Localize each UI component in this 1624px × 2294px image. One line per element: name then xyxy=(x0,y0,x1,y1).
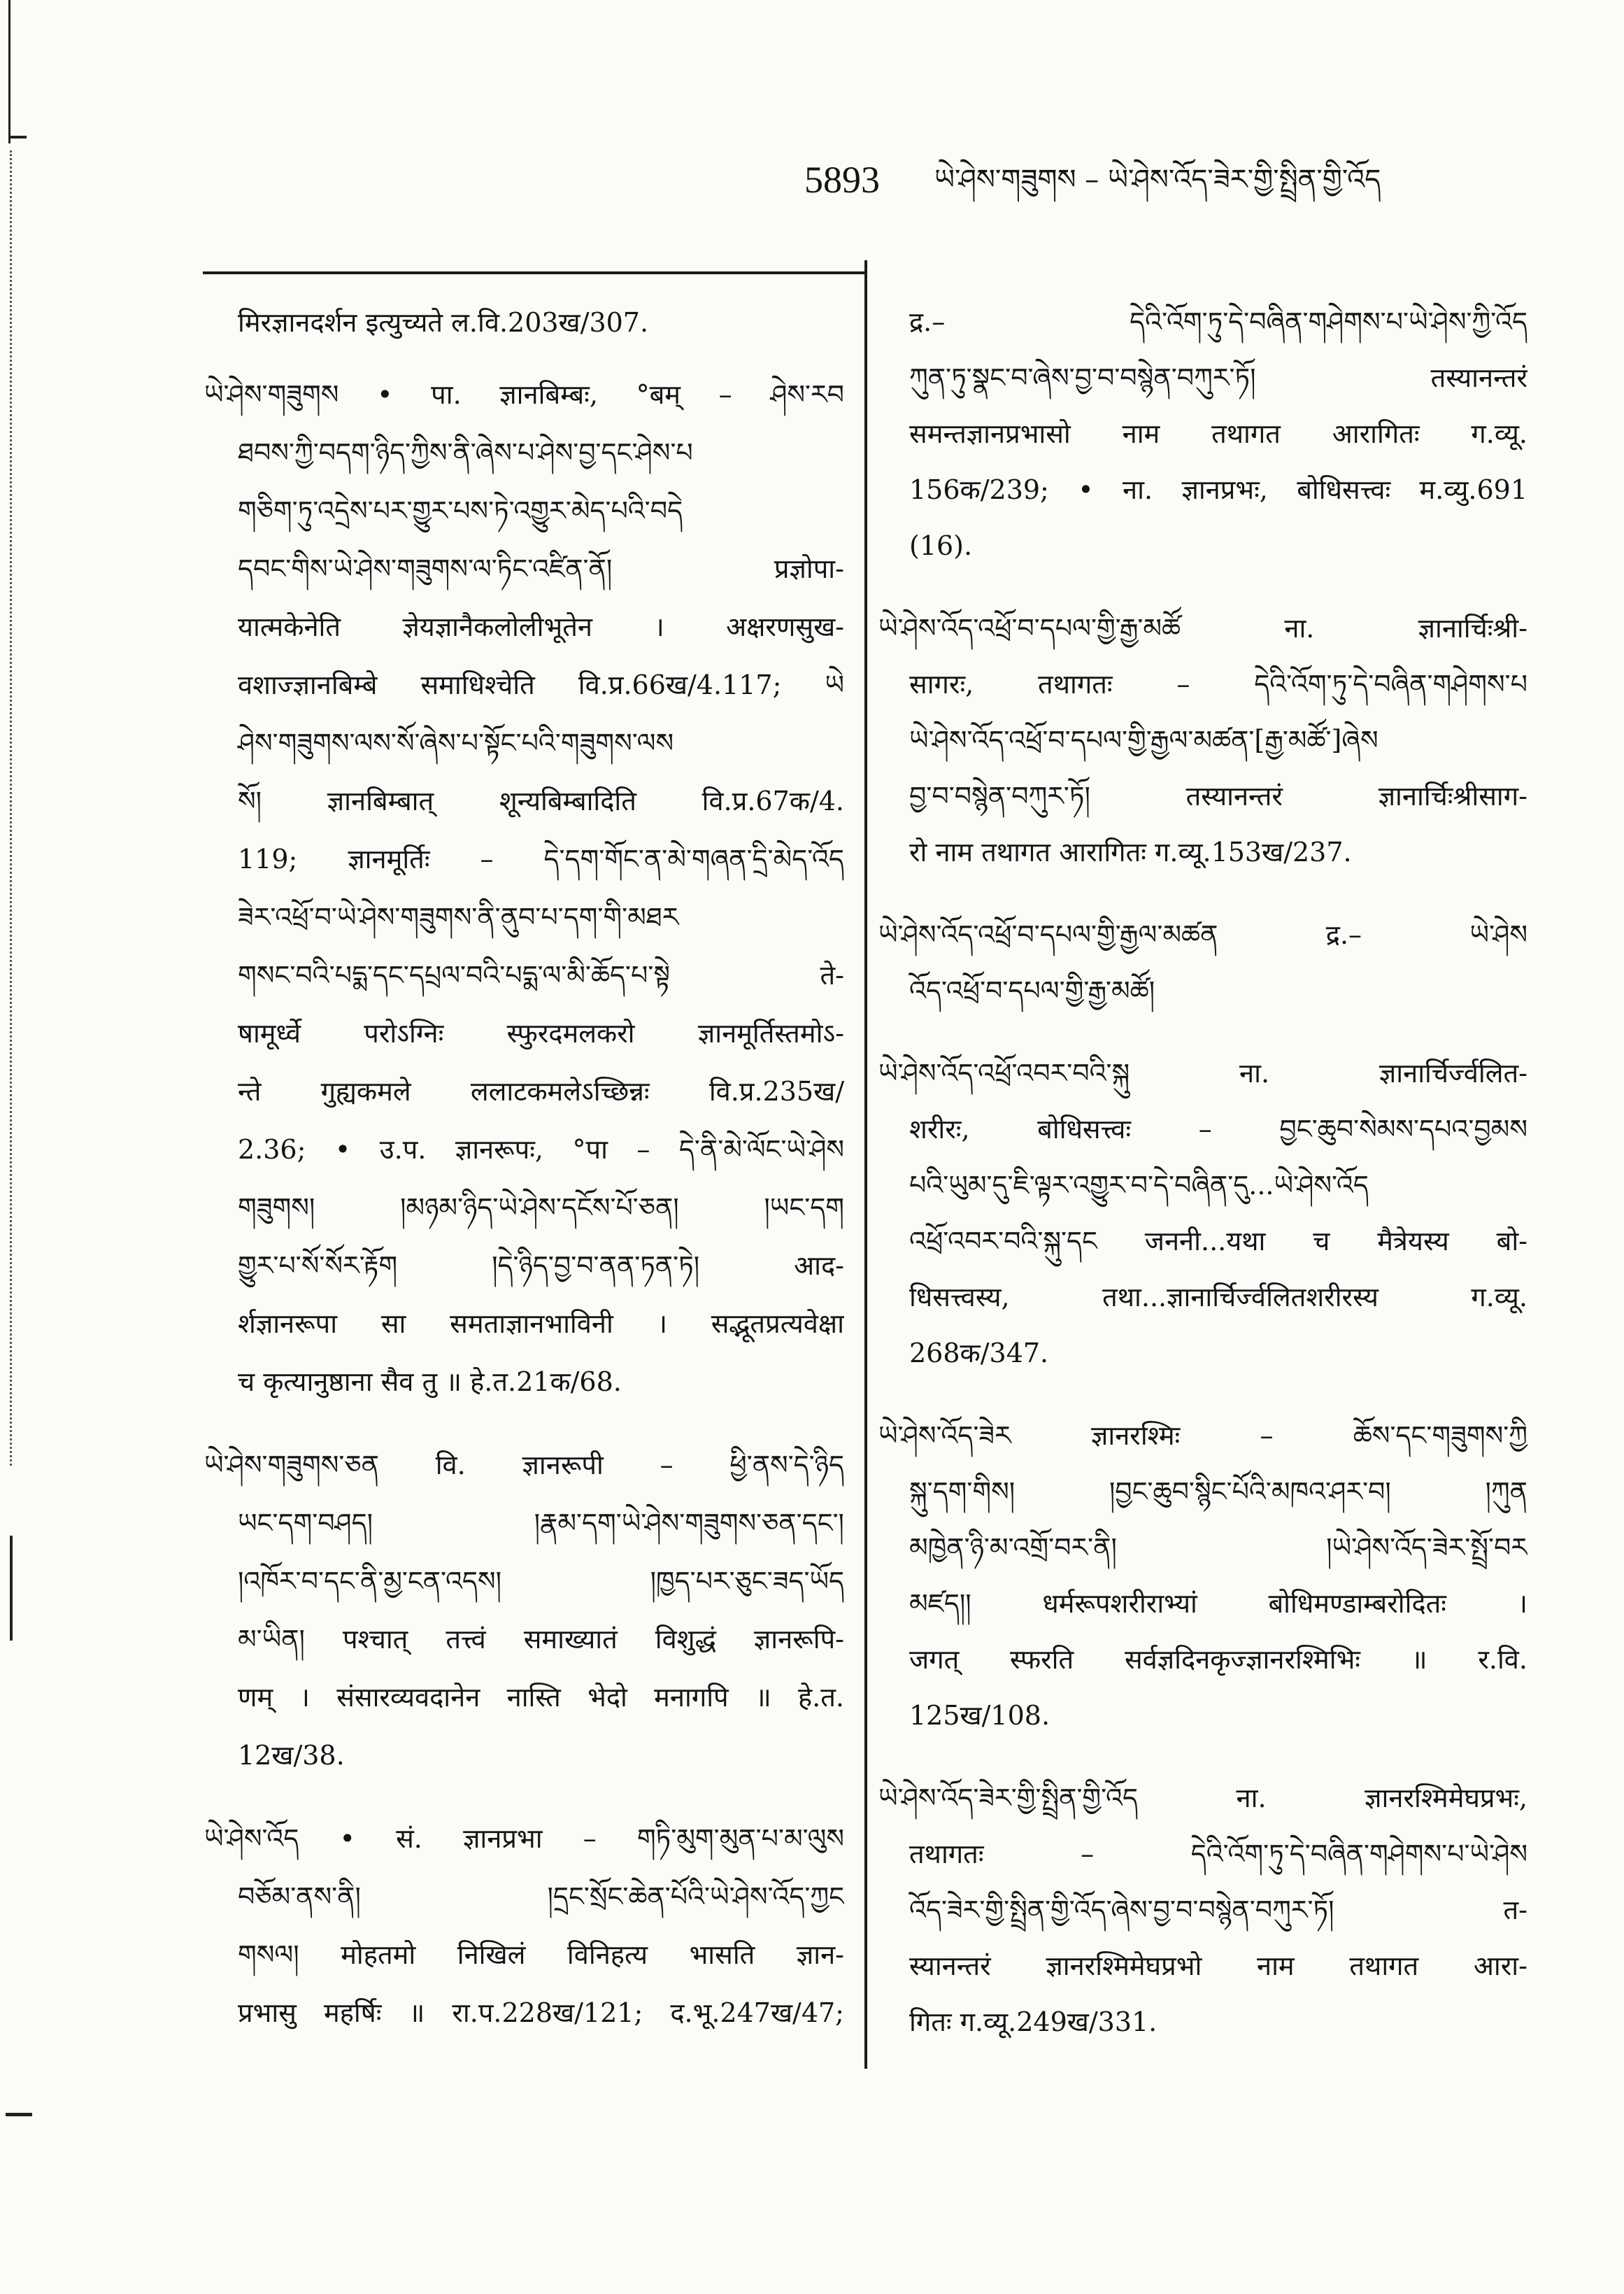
text-line: प्रभासु महर्षिः ॥ रा.प.228ख/121; द.भू.247ख/47; xyxy=(238,1997,844,2028)
text-line: तथागतः – དེའི་འོག་ཏུ་དེ་བཞིན་གཤེགས་པ་ཡེ་ཤེས xyxy=(909,1839,1527,1869)
dictionary-entry xyxy=(204,366,844,1411)
text-line: འོད་འཕྲོ་བ་དཔལ་གྱི་རྒྱ་མཚོ། xyxy=(909,975,1155,1006)
entry-headword-line: ཡེ་ཤེས་འོད་འཕྲོ་འབར་བའི་སྐུ ना. ज्ञानार्चिर्ज्वलित- xyxy=(878,1058,1527,1089)
entry-headword-line: ཡེ་ཤེས་འོད་འཕྲོ་བ་དཔལ་གྱི་རྒྱལ་མཚན द्र.– ཡེ་ཤེས xyxy=(878,919,1527,950)
text-line: गितः ग.व्यू.249ख/331. xyxy=(909,2006,1158,2037)
text-line: གསང་བའི་པདྨ་དང་དཔྲལ་བའི་པདྨ་ལ་མི་ཆོད་པ་སྟེ ते- xyxy=(238,960,844,991)
text-line: (16). xyxy=(909,530,973,561)
scan-edge-dash xyxy=(6,2113,32,2116)
text-line: འོད་ཟེར་གྱི་སྤྲིན་གྱི་འོད་ཞེས་བྱ་བ་བསྙེན་བཀུར་ཏོ། त- xyxy=(909,1895,1527,1925)
text-line: समन्तज्ञानप्रभासो नाम तथागत आरागितः ग.व्यू. xyxy=(909,418,1527,449)
text-line: स्यानन्तरं ज्ञानरश्मिमेघप्रभो नाम तथागत आरा- xyxy=(909,1950,1527,1981)
text-line: 156क/239; • ना. ज्ञानप्रभः, बोधिसत्त्वः म.व्यु.691 xyxy=(909,474,1527,505)
text-line: བཅོམ་ནས་ནི། །དྲང་སྲོང་ཆེན་པོའི་ཡེ་ཤེས་འོད་ཀྱང xyxy=(238,1881,844,1912)
entry-headword-line: ཡེ་ཤེས་གཟུགས་ཅན वि. ज्ञानरूपी – ཕྱི་ནས་དེ་ཉིད xyxy=(204,1450,844,1480)
entry-headword-line: ཡེ་ཤེས་འོད་འཕྲོ་བ་དཔལ་གྱི་རྒྱ་མཚོ ना. ज्ञानार्चिःश्री- xyxy=(878,613,1527,644)
running-head: ཡེ་ཤེས་གཟུགས – ཡེ་ཤེས་འོད་ཟེར་གྱི་སྤྲིན་གྱི་འོད xyxy=(934,164,1381,196)
text-line: སོ། ज्ञानबिम्बात् शून्यबिम्बादिति वि.प्र.67क/4. xyxy=(238,786,844,816)
scan-edge-bar xyxy=(10,1536,13,1641)
dictionary-entry xyxy=(204,294,844,352)
text-line: བྱ་བ་བསྙེན་བཀུར་ཏོ། तस्यानन्तरं ज्ञानार्चिःश्रीसाग- xyxy=(909,781,1527,812)
page-number: 5893 xyxy=(804,159,880,201)
text-line: द्र.– དེའི་འོག་ཏུ་དེ་བཞིན་གཤེགས་པ་ཡེ་ཤེས་ཀྱི་འོད xyxy=(909,306,1527,337)
text-line: ཡང་དག་བཤད། །རྣམ་དག་ཡེ་ཤེས་གཟུགས་ཅན་དང་། xyxy=(238,1508,844,1538)
entry-headword-line: ཡེ་ཤེས་འོད • सं. ज्ञानप्रभा – གཏི་མུག་མུན་པ་མ་ལུས xyxy=(204,1823,844,1854)
text-line: །འཁོར་བ་དང་ནི་མྱ་ངན་འདས། །ཁྱད་པར་ཅུང་ཟད་ཡོད xyxy=(238,1566,844,1596)
column-divider xyxy=(864,260,867,2069)
text-line: 12ख/38. xyxy=(238,1740,345,1771)
header-rule xyxy=(203,271,867,274)
right-column xyxy=(878,294,1527,2050)
entry-headword-line: ཡེ་ཤེས་འོད་ཟེར ज्ञानरश्मिः – ཆོས་དང་གཟུགས་ཀྱི xyxy=(878,1420,1527,1451)
dictionary-entry xyxy=(878,600,1527,880)
dictionary-entry xyxy=(878,1770,1527,2050)
text-line: शरीरः, बोधिसत्त्वः – བྱང་ཆུབ་སེམས་དཔའ་བྱམས xyxy=(909,1114,1527,1145)
dictionary-entry xyxy=(204,1810,844,2042)
text-line: མཛད།། धर्मरूपशरीराभ्यां बोधिमण्डाम्बरोदितः । xyxy=(909,1588,1527,1619)
text-line: यात्मकेनेति ज्ञेयज्ञानैकलोलीभूतेन । अक्षरणसुख- xyxy=(238,611,844,642)
text-line: मिरज्ञानदर्शन इत्युच्यते ल.वि.203ख/307. xyxy=(238,307,649,338)
text-line: གྱུར་པ་སོ་སོར་རྟོག །དེ་ཉིད་བྱ་བ་ནན་ཏན་ཏེ། आद- xyxy=(238,1250,844,1281)
text-line: णम् । संसारव्यवदानेन नास्ति भेदो मनागपि ॥ हे.त. xyxy=(238,1682,844,1713)
dictionary-entry xyxy=(878,907,1527,1019)
text-line: སྐུ་དག་གིས། །བྱང་ཆུབ་སྙིང་པོའི་མཁའ་ཤར་བ། །ཀུན xyxy=(909,1476,1527,1507)
scan-edge-dotted-line xyxy=(10,150,12,1466)
text-line: धिसत्त्वस्य, तथा...ज्ञानार्चिर्ज्वलितशरीरस्य ग.व्यू. xyxy=(909,1282,1527,1312)
text-line: ཐབས་ཀྱི་བདག་ཉིད་ཀྱིས་ནི་ཞེས་པ་ཤེས་བྱ་དང་ཤེས་པ xyxy=(238,437,693,468)
text-line: च कृत्यानुष्ठाना सैव तु ॥ हे.त.21क/68. xyxy=(238,1366,622,1397)
dictionary-entry xyxy=(878,1045,1527,1381)
text-line: 119; ज्ञानमूर्तिः – དེ་དག་གོང་ན་མེ་གཞན་དྲི་མེད་འོད xyxy=(238,844,844,875)
text-line: 2.36; • उ.प. ज्ञानरूपः, °पा – དེ་ནི་མེ་ལོང་ཡེ་ཤེས xyxy=(238,1134,844,1165)
text-line: གཟུགས། །མཉམ་ཉིད་ཡེ་ཤེས་དངོས་པོ་ཅན། །ཡང་དག xyxy=(238,1192,844,1223)
text-line: འཕྲོ་འབར་བའི་སྐུ་དང जननी...यथा च मैत्रेयस्य बो- xyxy=(909,1226,1527,1256)
text-line: 268क/347. xyxy=(909,1338,1049,1368)
entry-headword-line: ཡེ་ཤེས་འོད་ཟེར་གྱི་སྤྲིན་གྱི་འོད ना. ज्ञानरश्मिमेघप्रभः, xyxy=(878,1783,1527,1813)
text-line: 125ख/108. xyxy=(909,1700,1050,1731)
text-line: གསལ། मोहतमो निखिलं विनिहत्य भासति ज्ञान- xyxy=(238,1939,844,1970)
dictionary-entry xyxy=(878,294,1527,574)
dictionary-entry xyxy=(878,1408,1527,1743)
text-line: जगत् स्फरति सर्वज्ञदिनकृज्ज्ञानरश्मिभिः ॥ र.वि. xyxy=(909,1644,1527,1675)
text-line: ཡེ་ཤེས་འོད་འཕྲོ་བ་དཔལ་གྱི་རྒྱལ་མཚན་[རྒྱ་མཚོ་]ཞེས xyxy=(909,725,1379,756)
left-column xyxy=(204,294,844,2042)
text-line: པའི་ཡུམ་དུ་ཇི་ལྟར་འགྱུར་བ་དེ་བཞིན་དུ...ཡེ་ཤེས་འོད xyxy=(909,1170,1369,1201)
dictionary-entry xyxy=(204,1436,844,1785)
text-line: ཀུན་ཏུ་སྣང་བ་ཞེས་བྱ་བ་བསྙེན་བཀུར་ཏོ། तस्यानन्तरं xyxy=(909,362,1527,393)
scan-edge-line xyxy=(8,0,10,143)
text-line: वशाज्ज्ञानबिम्बे समाधिश्चेति वि.प्र.66ख/4.117; ཡེ xyxy=(238,670,844,700)
entry-headword-line: ཡེ་ཤེས་གཟུགས • पा. ज्ञानबिम्बः, °बम् – ཤེས་རབ xyxy=(204,379,844,410)
text-line: མཁྱེན་ཉི་མ་འགྲོ་བར་ནི། །ཡེ་ཤེས་འོད་ཟེར་སྤྲོ་བར xyxy=(909,1532,1527,1563)
text-line: གཅིག་ཏུ་འདྲེས་པར་གྱུར་པས་ཏེ་འགྱུར་མེད་པའི་བདེ xyxy=(238,495,683,526)
text-line: ཟེར་འཕྲོ་བ་ཡེ་ཤེས་གཟུགས་ནི་ནུབ་པ་དག་གི་མཐར xyxy=(238,902,679,933)
text-line: མ་ཡིན། पश्चात् तत्त्वं समाख्यातं विशुद्धं ज्ञानरूपि- xyxy=(238,1624,844,1655)
text-line: དབང་གིས་ཡེ་ཤེས་གཟུགས་ལ་ཏིང་འཛིན་ནོ། प्रज्ञोपा- xyxy=(238,553,844,584)
text-line: षामूर्ध्वे परोऽग्निः स्फुरदमलकरो ज्ञानमूर्तिस्तमोऽ- xyxy=(238,1018,844,1049)
text-line: रो नाम तथागत आरागितः ग.व्यू.153ख/237. xyxy=(909,837,1352,868)
scan-edge-tick xyxy=(8,136,27,139)
text-line: र्शज्ञानरूपा सा समताज्ञानभाविनी । सद्भूतप्रत्यवेक्षा xyxy=(238,1308,844,1339)
text-line: सागरः, तथागतः – དེའི་འོག་ཏུ་དེ་བཞིན་གཤེགས་པ xyxy=(909,669,1527,700)
text-line: ཤེས་གཟུགས་ལས་སོ་ཞེས་པ་སྟོང་པའི་གཟུགས་ལས xyxy=(238,728,674,758)
text-line: न्ते गुह्यकमले ललाटकमलेऽच्छिन्नः वि.प्र.235ख/ xyxy=(238,1076,844,1107)
